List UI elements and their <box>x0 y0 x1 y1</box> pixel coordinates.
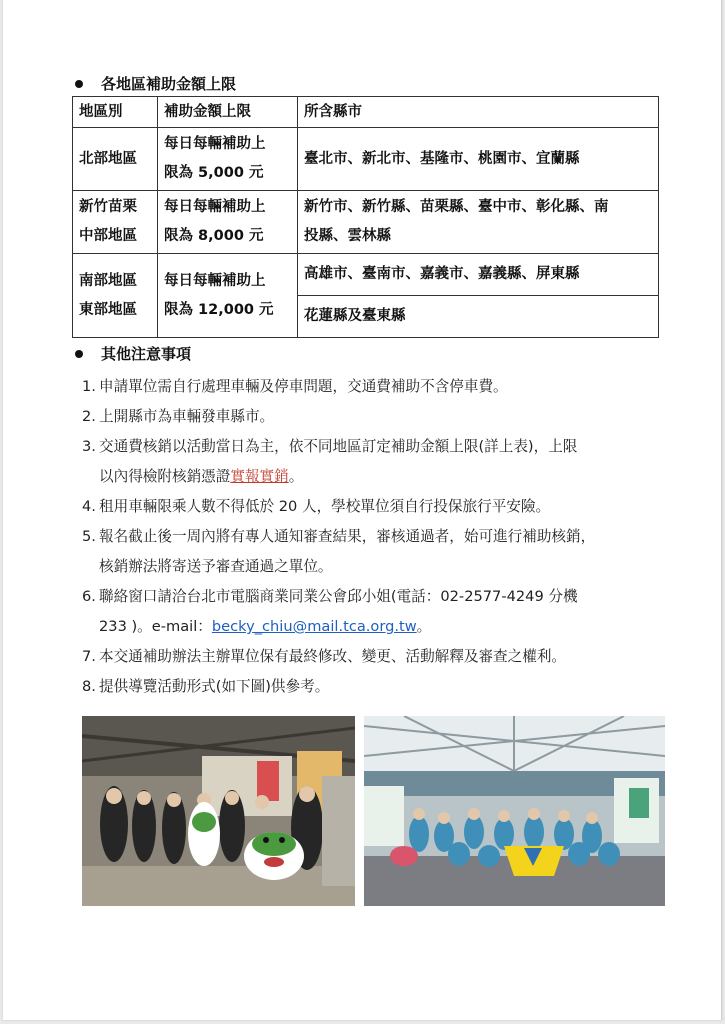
amount-text: 限為 12,000 元 <box>164 301 274 318</box>
cities-cell <box>298 296 659 338</box>
list-item <box>82 582 664 642</box>
table-row <box>73 128 659 191</box>
list-item <box>82 402 664 432</box>
table-row <box>73 191 659 254</box>
item-number: 2. <box>82 408 96 425</box>
list-item <box>82 522 664 582</box>
bullet-icon <box>75 80 83 88</box>
region-text: 中部地區 <box>79 228 137 244</box>
list-item <box>82 492 664 522</box>
email-link[interactable]: becky_chiu@mail.tca.org.tw <box>211 618 417 635</box>
list-item <box>82 432 664 492</box>
list-item <box>82 642 664 672</box>
amount-text: 限為 8,000 元 <box>164 228 264 244</box>
amount-text: 每日每輛補助上 <box>164 199 266 215</box>
amount-text: 每日每輛補助上 <box>164 272 266 289</box>
item-text: 聯絡窗口請洽台北市電腦商業同業公會邱小姐(電話：02-2577-4249 分機 <box>99 588 578 605</box>
item-text: 報名截止後一周內將有專人通知審查結果，審核通過者，始可進行補助核銷， <box>99 528 596 545</box>
amount-text: 每日每輛補助上 <box>164 136 266 152</box>
item-number: 1. <box>82 378 96 395</box>
photo-arena-group <box>364 716 665 906</box>
item-number: 5. <box>82 528 96 545</box>
region-cell <box>73 254 158 338</box>
item-number: 3. <box>82 438 96 455</box>
item-text: 提供導覽活動形式(如下圖)供參考。 <box>99 678 330 695</box>
region-cell <box>73 128 158 191</box>
item-number: 7. <box>82 648 96 665</box>
notes-list <box>82 372 664 702</box>
item-text: 。 <box>416 618 432 635</box>
amount-text: 限為 5,000 元 <box>164 165 264 181</box>
list-item <box>82 372 664 402</box>
highlight-text: 實報實銷 <box>230 468 289 485</box>
subsidy-table <box>72 96 659 338</box>
cities-text: 新竹市、新竹縣、苗栗縣、臺中市、彰化縣、南 <box>304 199 609 215</box>
bullet-icon <box>75 350 83 358</box>
header-region: 地區別 <box>73 97 158 128</box>
item-text: 核銷辦法將寄送予審查通過之單位。 <box>99 558 333 575</box>
cities-text: 臺北市、新北市、基隆市、桃園市、宜蘭縣 <box>304 150 580 167</box>
item-text: 申請單位需自行處理車輛及停車問題，交通費補助不含停車費。 <box>99 378 508 395</box>
item-number: 4. <box>82 498 96 515</box>
section-heading-subsidy <box>75 73 236 94</box>
table-header-row <box>73 97 659 128</box>
cities-text: 花蓮縣及臺東縣 <box>304 308 406 324</box>
amount-cell <box>158 191 298 254</box>
item-text: 以內得檢附核銷憑證 <box>99 468 231 485</box>
region-text: 東部地區 <box>79 301 137 318</box>
cities-text: 高雄市、臺南市、嘉義市、嘉義縣、屏東縣 <box>304 266 580 282</box>
item-text: 本交通補助辦法主辦單位保有最終修改、變更、活動解釋及審查之權利。 <box>99 648 567 665</box>
item-text: 租用車輛限乘人數不得低於 20 人，學校單位須自行投保旅行平安險。 <box>99 498 551 515</box>
list-item <box>82 672 664 702</box>
section-title: 各地區補助金額上限 <box>101 75 237 93</box>
header-cities: 所含縣市 <box>298 97 659 128</box>
section-heading-notes <box>75 343 191 364</box>
document-page <box>3 0 722 1020</box>
region-text: 南部地區 <box>79 272 137 289</box>
cities-text: 投縣、雲林縣 <box>304 228 391 244</box>
table-row <box>73 254 659 296</box>
region-text: 新竹苗栗 <box>79 199 137 215</box>
item-number: 8. <box>82 678 96 695</box>
item-text: 233 )。e-mail： <box>99 618 212 635</box>
amount-cell <box>158 128 298 191</box>
header-amount: 補助金額上限 <box>158 97 298 128</box>
item-text: 上開縣市為車輛發車縣市。 <box>99 408 275 425</box>
cities-cell <box>298 191 659 254</box>
region-cell <box>73 191 158 254</box>
amount-cell <box>158 254 298 338</box>
item-text: 交通費核銷以活動當日為主，依不同地區訂定補助金額上限(詳上表)，上限 <box>99 438 578 455</box>
cities-cell <box>298 254 659 296</box>
item-number: 6. <box>82 588 96 605</box>
cities-cell <box>298 128 659 191</box>
item-text: 。 <box>288 468 304 485</box>
region-text: 北部地區 <box>79 150 137 167</box>
section-title: 其他注意事項 <box>101 345 192 363</box>
photo-booth-group <box>82 716 355 906</box>
